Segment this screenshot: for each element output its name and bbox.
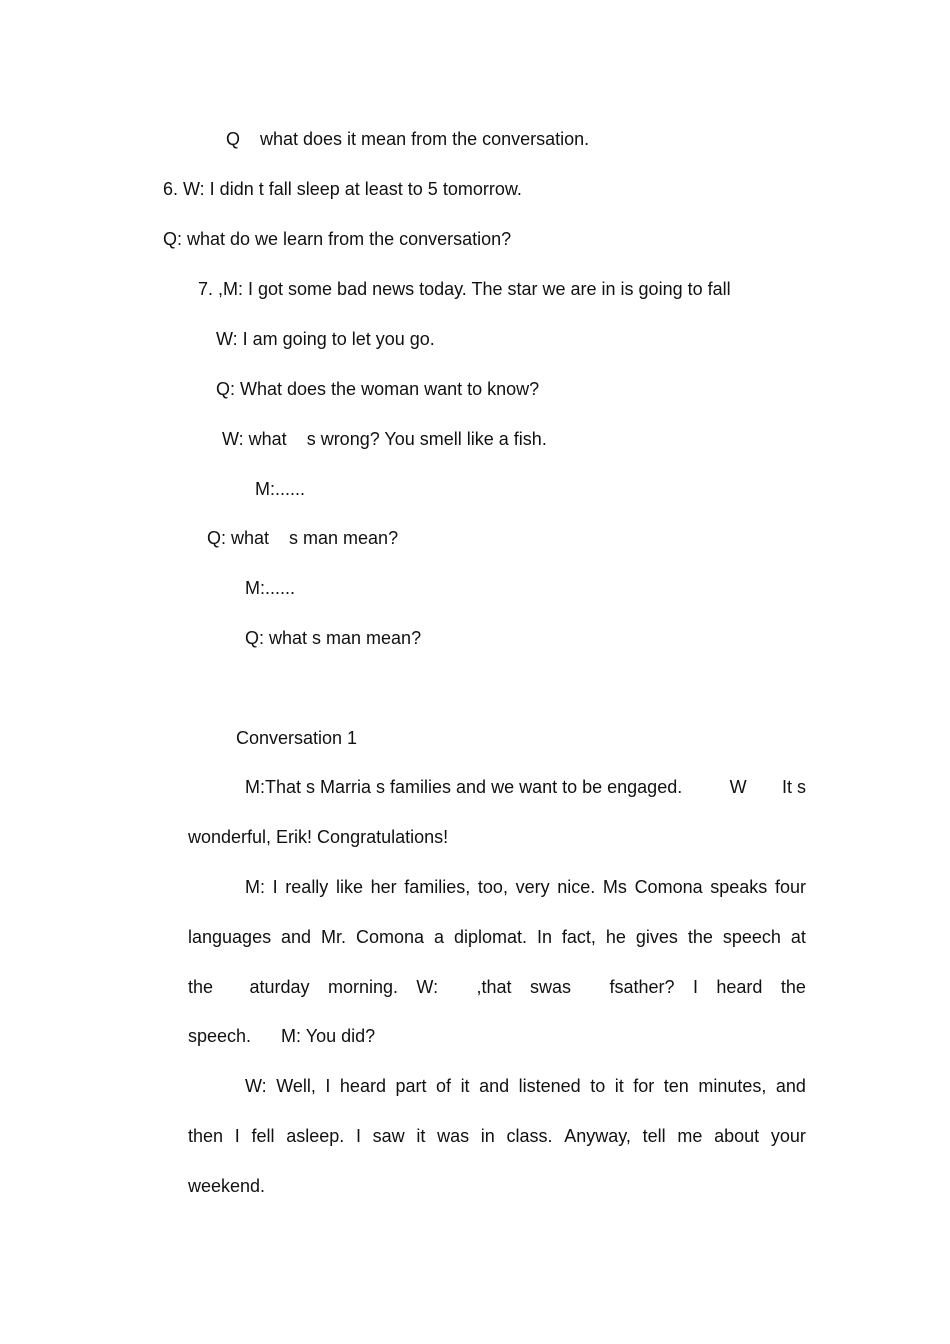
word: and bbox=[281, 927, 312, 947]
word: W: bbox=[416, 977, 439, 997]
word: minutes, bbox=[698, 1076, 767, 1096]
word: like bbox=[335, 877, 363, 897]
word: diplomat. bbox=[453, 927, 527, 947]
conv-paragraph-2-line-4: speech. M: You did? bbox=[188, 1026, 376, 1046]
word: swas bbox=[530, 977, 572, 997]
text-segment: W bbox=[729, 777, 747, 797]
conversation-title: Conversation 1 bbox=[236, 728, 358, 748]
conv-paragraph-2-line-3 bbox=[188, 975, 806, 999]
word: speech bbox=[722, 927, 781, 947]
word: gives bbox=[635, 927, 678, 947]
word: at bbox=[790, 927, 806, 947]
item-6-woman: 6. W: I didn t fall sleep at least to 5 tomorrow. bbox=[163, 179, 522, 199]
item-7-question: Q: What does the woman want to know? bbox=[216, 379, 540, 399]
word: Mr. bbox=[321, 927, 347, 947]
word: saw bbox=[372, 1126, 405, 1146]
word: and bbox=[775, 1076, 806, 1096]
word: too, bbox=[477, 877, 508, 897]
word: her bbox=[370, 877, 397, 897]
word: I bbox=[692, 977, 698, 997]
word: I bbox=[355, 1126, 361, 1146]
conv-paragraph-1-line-2: wonderful, Erik! Congratulations! bbox=[188, 827, 449, 847]
word: to bbox=[590, 1076, 606, 1096]
word: I bbox=[272, 877, 278, 897]
word: the bbox=[780, 977, 806, 997]
word: part bbox=[395, 1076, 427, 1096]
word: of bbox=[436, 1076, 452, 1096]
word: languages bbox=[188, 927, 272, 947]
word: M: bbox=[245, 877, 265, 897]
man-ellipsis-1: M:...... bbox=[255, 479, 306, 499]
word: listened bbox=[518, 1076, 581, 1096]
word: Anyway, bbox=[564, 1126, 631, 1146]
text-segment: It s bbox=[781, 777, 806, 797]
man-ellipsis-2: M:...... bbox=[245, 578, 296, 598]
question-man-mean-2: Q: what s man mean? bbox=[245, 628, 422, 648]
word: it bbox=[614, 1076, 624, 1096]
word: families, bbox=[404, 877, 471, 897]
word: then bbox=[188, 1126, 224, 1146]
conv-paragraph-2-line-1 bbox=[245, 875, 806, 899]
word: asleep. bbox=[286, 1126, 345, 1146]
word: I bbox=[325, 1076, 331, 1096]
conv-paragraph-3-line-3: weekend. bbox=[188, 1176, 266, 1196]
question-meaning: Q what does it mean from the conversation. bbox=[226, 129, 590, 149]
word: and bbox=[479, 1076, 510, 1096]
word: fsather? bbox=[609, 977, 675, 997]
item-7-woman: W: I am going to let you go. bbox=[216, 329, 435, 349]
word: for bbox=[633, 1076, 655, 1096]
woman-whats-wrong: W: what s wrong? You smell like a fish. bbox=[222, 429, 547, 449]
word: heard bbox=[716, 977, 763, 997]
question-man-mean-1: Q: what s man mean? bbox=[207, 528, 399, 548]
word: in bbox=[480, 1126, 495, 1146]
word: In bbox=[536, 927, 552, 947]
word: aturday bbox=[249, 977, 310, 997]
word: very bbox=[515, 877, 550, 897]
word: class. bbox=[506, 1126, 553, 1146]
word: he bbox=[605, 927, 626, 947]
word: fact, bbox=[561, 927, 596, 947]
item-7-man: 7. ,M: I got some bad news today. The star we are in is going to fall bbox=[198, 279, 731, 299]
word: Comona bbox=[634, 877, 703, 897]
word: tell bbox=[642, 1126, 666, 1146]
word: ,that bbox=[476, 977, 512, 997]
conv-paragraph-3-line-1 bbox=[245, 1074, 806, 1098]
word: morning. bbox=[327, 977, 398, 997]
word: nice. bbox=[557, 877, 596, 897]
word: fell bbox=[251, 1126, 275, 1146]
word: a bbox=[433, 927, 444, 947]
word: really bbox=[285, 877, 329, 897]
word: it bbox=[460, 1076, 470, 1096]
word: the bbox=[687, 927, 713, 947]
word: was bbox=[437, 1126, 470, 1146]
word: heard bbox=[339, 1076, 386, 1096]
word: Ms bbox=[602, 877, 627, 897]
conv-paragraph-3-line-2 bbox=[188, 1124, 806, 1148]
word: me bbox=[677, 1126, 703, 1146]
word: your bbox=[770, 1126, 806, 1146]
word: I bbox=[234, 1126, 240, 1146]
text-segment: M:That s Marria s families and we want to be engaged. bbox=[245, 777, 683, 797]
word: Well, bbox=[276, 1076, 316, 1096]
word: the bbox=[188, 977, 214, 997]
conv-paragraph-2-line-2 bbox=[188, 925, 806, 949]
word: speaks bbox=[710, 877, 768, 897]
word: W: bbox=[245, 1076, 267, 1096]
item-6-question: Q: what do we learn from the conversation? bbox=[163, 229, 512, 249]
word: Comona bbox=[355, 927, 425, 947]
word: it bbox=[416, 1126, 426, 1146]
word: ten bbox=[663, 1076, 689, 1096]
word: four bbox=[774, 877, 806, 897]
word: about bbox=[714, 1126, 760, 1146]
conv-paragraph-1-line-1 bbox=[245, 775, 806, 799]
